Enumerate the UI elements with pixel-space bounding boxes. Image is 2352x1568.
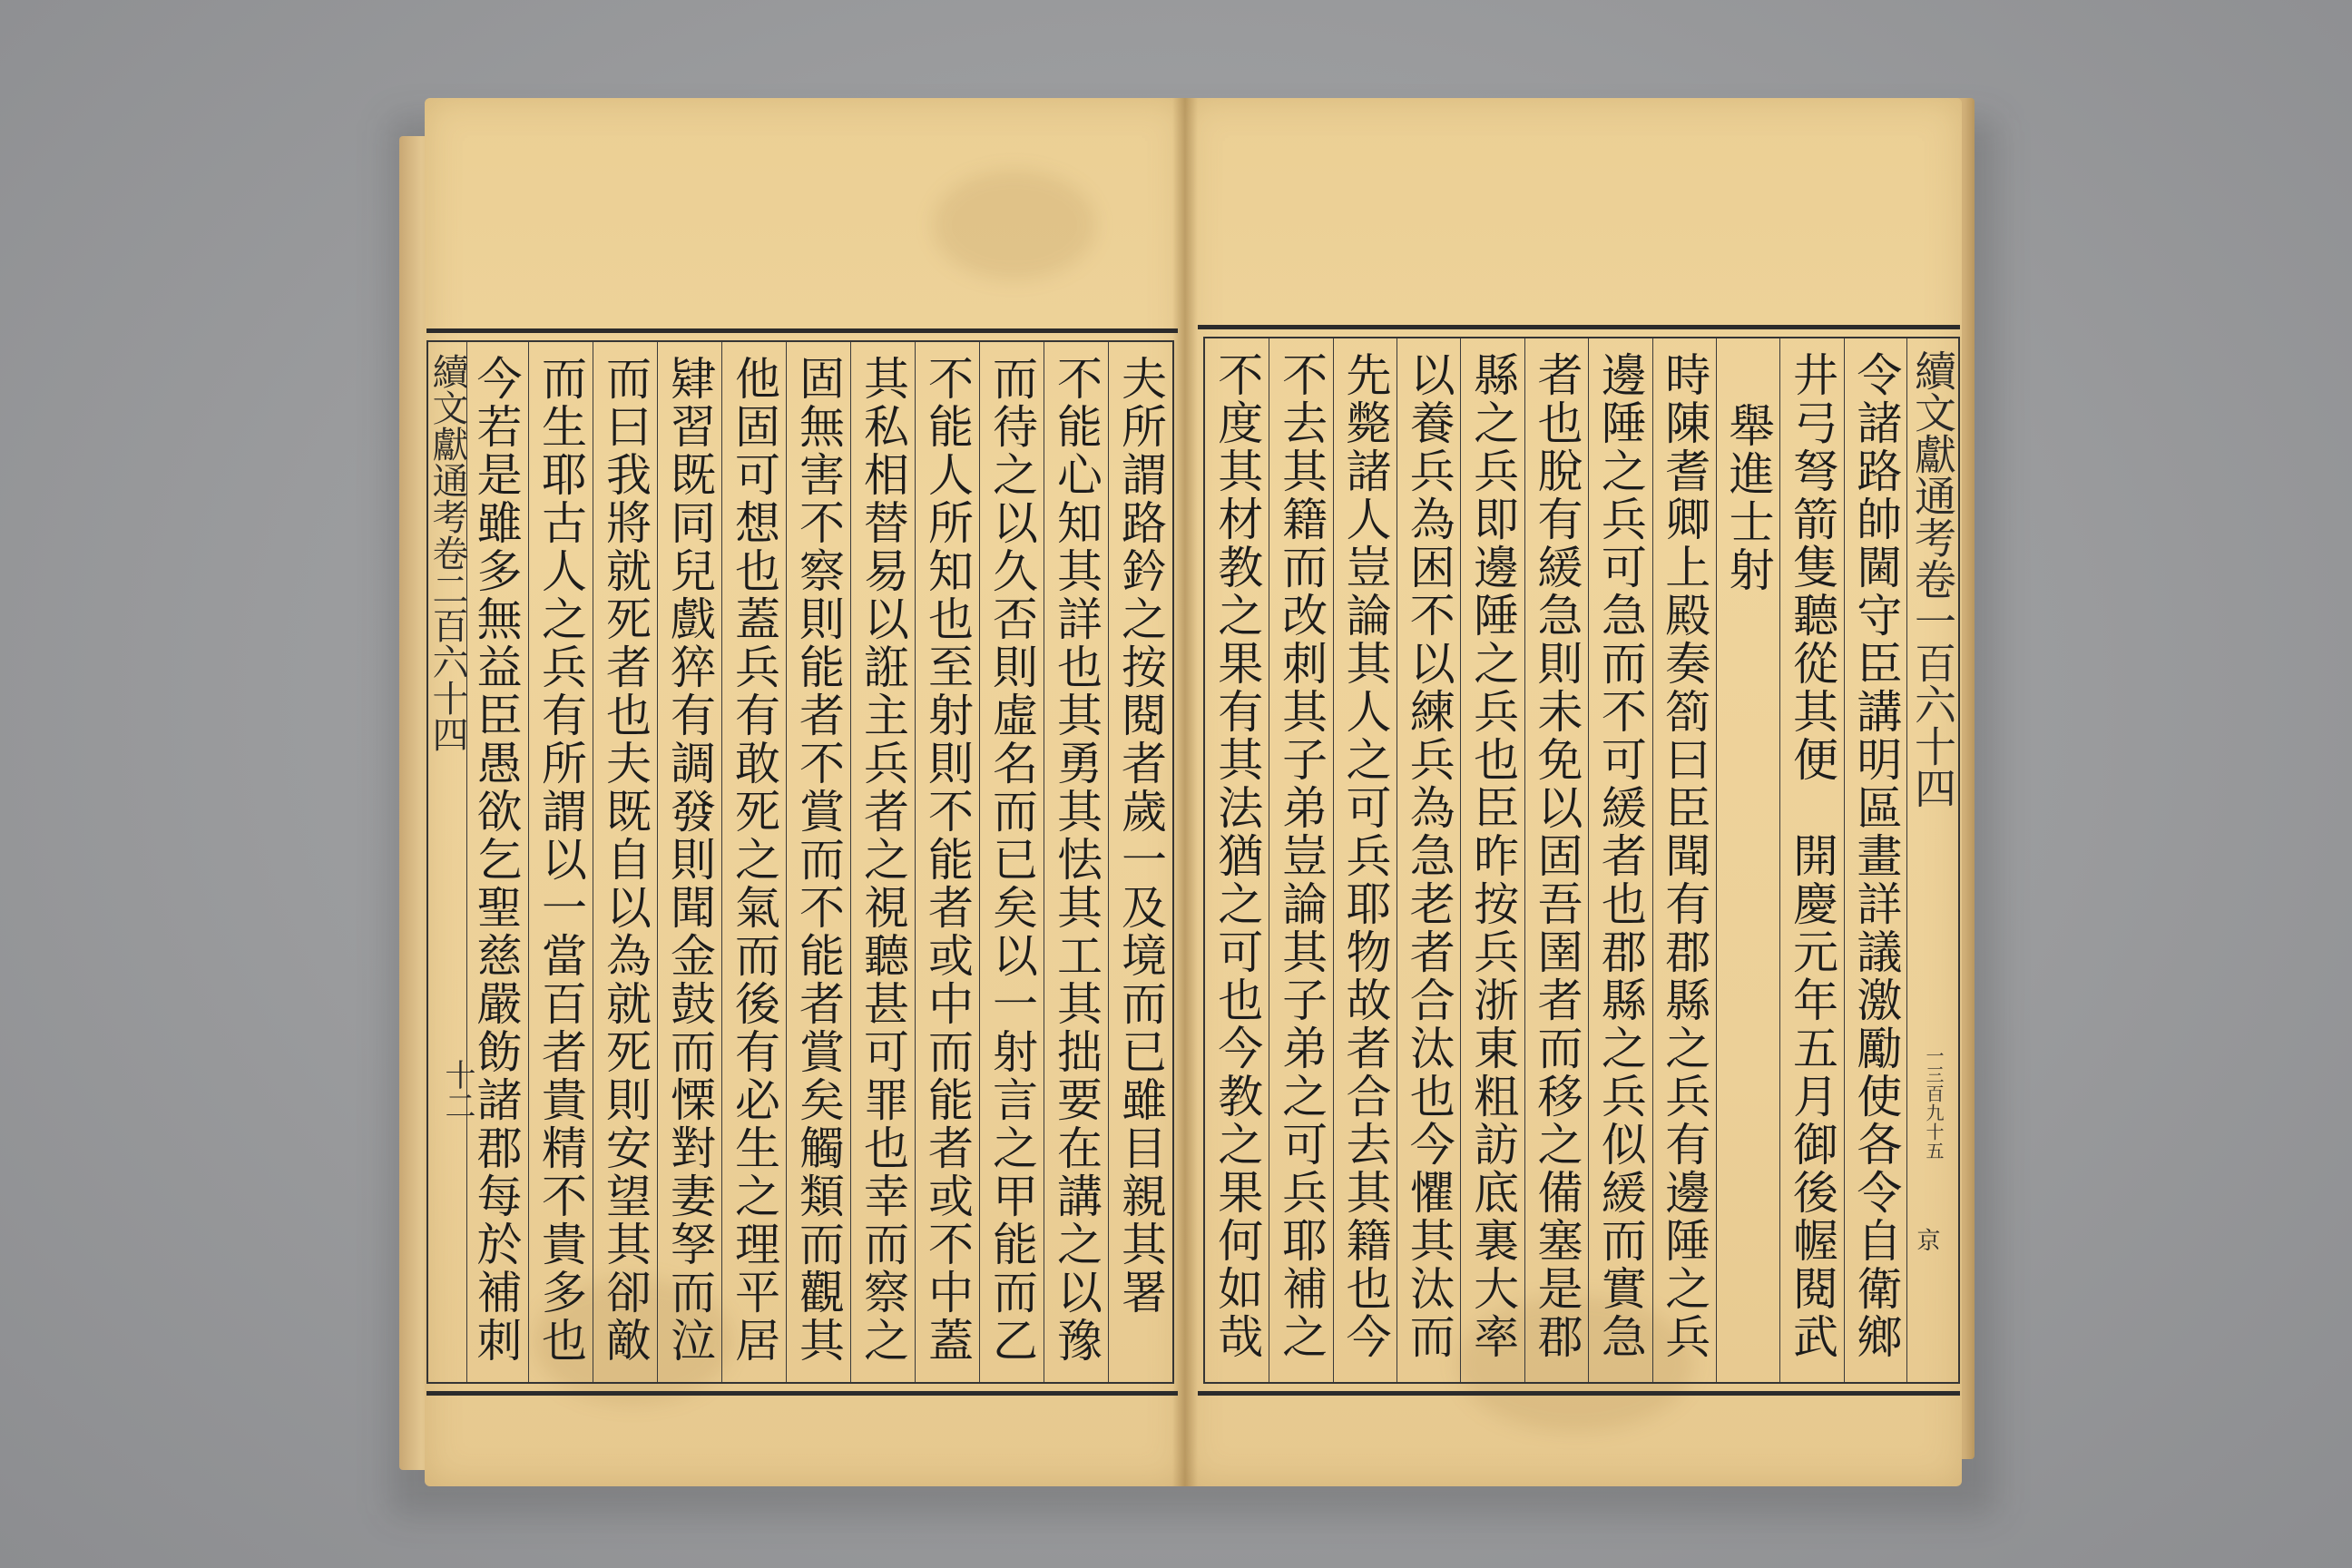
column-text: 邊陲之兵可急而不可緩者也郡縣之兵似緩而實急 [1593,351,1647,1361]
column-text: 他固可想也蓋兵有敢死之氣而後有必生之理平居 [728,355,780,1365]
right-frame-border [1203,337,1960,1384]
text-column [979,342,1044,1382]
left-frame-border [426,340,1174,1384]
right-text-frame [1198,325,1960,1396]
text-column [1396,338,1460,1382]
column-text: 肄習既同兒戲猝有調發則聞金鼓而慄對妻孥而泣 [663,355,716,1365]
right-folio-mark: 京 [1913,1228,1940,1251]
column-text: 不度其材教之果有其法猶之可也今教之果何如哉 [1210,351,1264,1361]
column-text: 而生耶古人之兵有所謂以一當百者貴精不貴多也 [534,355,587,1365]
column-text: 井弓弩箭隻聽從其便 開慶元年五月御後幄閱武 [1785,351,1838,1361]
text-column [1205,338,1269,1382]
text-column [464,342,528,1382]
column-text: 先斃諸人豈論其人之可兵耶物故者合去其籍也今 [1338,351,1392,1361]
column-text: 者也脫有緩急則未免以固吾圉者而移之備塞是郡 [1530,351,1583,1361]
column-text: 不去其籍而改刺其子弟豈論其子弟之可兵耶補之 [1275,351,1328,1361]
text-column [1716,338,1779,1382]
column-text: 夫所謂路鈐之按閱者歲一及境而已雖目親其署 [1114,355,1167,1317]
paper-stain [933,171,1096,279]
column-text: 縣之兵即邊陲之兵也臣昨按兵浙東粗訪底裏大率 [1466,351,1520,1361]
left-folio: 十二 [439,1059,475,1121]
left-text-columns [454,342,1172,1382]
text-column [1524,338,1588,1382]
text-column [721,342,786,1382]
text-column [1269,338,1332,1382]
right-margin-column [1906,338,1958,1382]
column-text: 不能人所知也至射則不能者或中而能者或不中蓋 [921,355,974,1365]
column-text: 固無害不察則能者不賞而不能者賞矣觸類而觀其 [792,355,845,1365]
column-text: 舉進士射 [1721,402,1775,594]
text-column [1779,338,1843,1382]
right-text-columns [1205,338,1907,1382]
text-column [786,342,850,1382]
column-text: 而待之以久否則虛名而已矣以一射言之甲能而乙 [985,355,1038,1365]
text-column [1588,338,1651,1382]
column-text: 不能心知其詳也其勇其怯其工其拙要在講之以豫 [1050,355,1102,1365]
column-text: 其私相替易以誑主兵者之視聽甚可罪也幸而察之 [857,355,909,1365]
text-column [1460,338,1524,1382]
left-margin-title: 續文獻通考卷二百六十四 [426,353,468,752]
text-column [1044,342,1108,1382]
text-column [915,342,979,1382]
text-column [1652,338,1716,1382]
right-folio-number: 一三百九十五 [1923,1046,1945,1161]
text-column [657,342,721,1382]
column-text: 以養兵為困不以練兵為急老者合汰也今懼其汰而 [1402,351,1455,1361]
text-column [1108,342,1172,1382]
text-column [1844,338,1907,1382]
column-text: 今若是雖多無益臣愚欲乞聖慈嚴飭諸郡每於補刺 [469,355,523,1365]
text-column [850,342,915,1382]
column-text: 令諸路帥閫守臣講明區畫詳議激勵使各令自衛鄉 [1849,351,1903,1361]
text-column [1333,338,1396,1382]
column-text: 而曰我將就死者也夫既自以為就死則安望其卻敵 [599,355,652,1365]
column-text: 時陳耆卿上殿奏箚曰臣聞有郡縣之兵有邊陲之兵 [1658,351,1711,1361]
right-margin-title: 續文獻通考卷一百六十四 [1908,349,1957,808]
text-column [593,342,657,1382]
text-column [528,342,593,1382]
left-text-frame [426,328,1178,1396]
